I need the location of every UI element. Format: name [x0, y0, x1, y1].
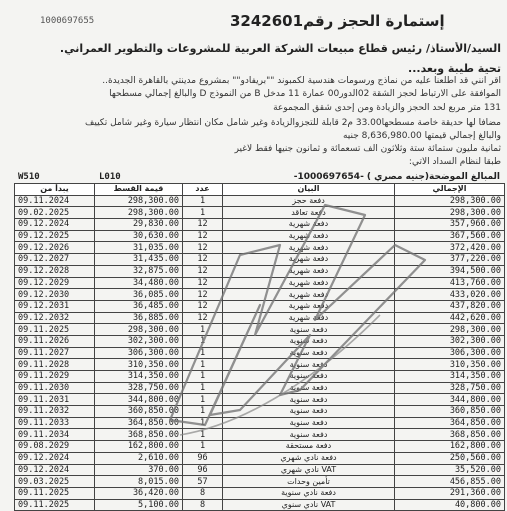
cell-total: 314,350.00 — [395, 371, 505, 383]
cell-date: 09.03.2025 — [15, 476, 95, 488]
cell-installment: 31,435.00 — [95, 254, 183, 266]
table-row — [15, 464, 505, 476]
table-row — [15, 429, 505, 441]
cell-date: 09.02.2025 — [15, 207, 95, 219]
cell-date: 09.12.2024 — [15, 219, 95, 231]
cell-installment: 360,850.00 — [95, 406, 183, 418]
col-header-date: يبدأ من — [15, 184, 95, 196]
cell-description: دفعة شهرية — [223, 265, 395, 277]
table-row — [15, 359, 505, 371]
cell-installment: 298,300.00 — [95, 195, 183, 207]
document-id: 1000697655 — [40, 16, 95, 26]
cell-description: VAT نادي سنوي — [223, 499, 395, 511]
cell-description: دفعة سنوية — [223, 347, 395, 359]
cell-count: 12 — [183, 219, 223, 231]
table-row — [15, 265, 505, 277]
cell-total: 35,520.00 — [395, 464, 505, 476]
cell-description: دفعة شهرية — [223, 242, 395, 254]
cell-description: دفعة حجز — [223, 195, 395, 207]
cell-date: 09.12.2030 — [15, 289, 95, 301]
table-row — [15, 195, 505, 207]
cell-count: 12 — [183, 289, 223, 301]
cell-count: 12 — [183, 254, 223, 266]
cell-count: 57 — [183, 476, 223, 488]
cell-description: دفعة مستحقة — [223, 441, 395, 453]
table-row — [15, 242, 505, 254]
cell-count: 1 — [183, 417, 223, 429]
cell-description: دفعة شهرية — [223, 219, 395, 231]
table-row — [15, 219, 505, 231]
cell-installment: 34,480.00 — [95, 277, 183, 289]
cell-count: 1 — [183, 394, 223, 406]
table-row — [15, 417, 505, 429]
cell-count: 96 — [183, 464, 223, 476]
cell-total: 344,800.00 — [395, 394, 505, 406]
cell-description: VAT نادي شهري — [223, 464, 395, 476]
table-row — [15, 371, 505, 383]
cell-total: 162,800.00 — [395, 441, 505, 453]
total-in-words-line: ثمانية مليون ستمائة ستة وثلاثون ألف تسعمائة و ثمانون جنيها فقط لاغير — [234, 144, 501, 154]
table-row — [15, 277, 505, 289]
cell-description: دفعة سنوية — [223, 382, 395, 394]
cell-date: 09.11.2033 — [15, 417, 95, 429]
payment-system-line: طبقا لنظام السداد الآتي: — [408, 157, 501, 167]
cell-installment: 344,800.00 — [95, 394, 183, 406]
cell-count: 96 — [183, 452, 223, 464]
cell-total: 377,220.00 — [395, 254, 505, 266]
cell-count: 1 — [183, 382, 223, 394]
table-row — [15, 441, 505, 453]
building-code-label: L010 — [99, 171, 121, 182]
cell-total: 357,960.00 — [395, 219, 505, 231]
cell-count: 1 — [183, 429, 223, 441]
cell-count: 12 — [183, 265, 223, 277]
cell-count: 12 — [183, 300, 223, 312]
cell-installment: 364,850.00 — [95, 417, 183, 429]
table-row — [15, 382, 505, 394]
cell-count: 8 — [183, 487, 223, 499]
cell-description: دفعة شهرية — [223, 277, 395, 289]
cell-total: 394,500.00 — [395, 265, 505, 277]
garden-line: مضافاً لها حديقة خاصة مسطحها33.00 م2 قابلة للتجزوالزيادة وغير شامل مكان انتظار سيارة وغير شامل تكييف — [85, 118, 501, 128]
cell-date: 09.12.2028 — [15, 265, 95, 277]
cell-date: 09.11.2030 — [15, 382, 95, 394]
cell-installment: 30,630.00 — [95, 230, 183, 242]
cell-description: دفعة سنوية — [223, 429, 395, 441]
cell-description: دفعة شهرية — [223, 300, 395, 312]
cell-count: 1 — [183, 347, 223, 359]
cell-description: دفعة سنوية — [223, 394, 395, 406]
greeting-line: تحية طيبة وبعد... — [408, 62, 501, 75]
cell-installment: 368,850.00 — [95, 429, 183, 441]
cell-date: 09.12.2024 — [15, 452, 95, 464]
cell-total: 372,420.00 — [395, 242, 505, 254]
table-row — [15, 335, 505, 347]
cell-date: 09.12.2032 — [15, 312, 95, 324]
form-title: إستمارة الحجز رقم3242601 — [230, 12, 445, 30]
cell-count: 1 — [183, 195, 223, 207]
cell-total: 433,020.00 — [395, 289, 505, 301]
cell-count: 12 — [183, 242, 223, 254]
addressee-line: السيد/الأستاذ/ رئيس قطاع مبيعات الشركة العربية للمشروعات والتطوير العمراني. — [59, 42, 501, 55]
cell-date: 09.11.2025 — [15, 487, 95, 499]
table-row — [15, 476, 505, 488]
cell-date: 09.12.2031 — [15, 300, 95, 312]
cell-date: 09.11.2027 — [15, 347, 95, 359]
cell-total: 250,560.00 — [395, 452, 505, 464]
table-row — [15, 300, 505, 312]
table-row — [15, 312, 505, 324]
cell-count: 1 — [183, 324, 223, 336]
unit-details-line: الموافقة على الارتباط لحجز الشقة 02الدور00 عمارة 11 مدخل B من النموذج D والبالغ إجمالي مسطحها — [109, 89, 501, 99]
cell-installment: 31,035.00 — [95, 242, 183, 254]
table-row — [15, 230, 505, 242]
cell-installment: 36,885.00 — [95, 312, 183, 324]
cell-total: 364,850.00 — [395, 417, 505, 429]
total-price-line: والبالغ إجمالي قيمتها 8,636,980.00 جنيه — [342, 131, 501, 141]
cell-date: 09.11.2025 — [15, 499, 95, 511]
cell-total: 367,560.00 — [395, 230, 505, 242]
cell-date: 09.08.2029 — [15, 441, 95, 453]
cell-total: 413,760.00 — [395, 277, 505, 289]
cell-total: 360,850.00 — [395, 406, 505, 418]
cell-count: 1 — [183, 207, 223, 219]
cell-count: 12 — [183, 277, 223, 289]
cell-installment: 5,100.00 — [95, 499, 183, 511]
table-row — [15, 254, 505, 266]
cell-installment: 310,350.00 — [95, 359, 183, 371]
cell-total: 368,850.00 — [395, 429, 505, 441]
cell-date: 09.11.2026 — [15, 335, 95, 347]
cell-count: 1 — [183, 371, 223, 383]
col-header-count: عدد — [183, 184, 223, 196]
unit-code-label: W510 — [18, 171, 40, 182]
cell-description: دفعة شهرية — [223, 312, 395, 324]
cell-total: 442,620.00 — [395, 312, 505, 324]
payment-schedule-table — [14, 183, 505, 511]
cell-description: تأمين وحدات — [223, 476, 395, 488]
cell-installment: 306,300.00 — [95, 347, 183, 359]
cell-count: 1 — [183, 406, 223, 418]
cell-installment: 298,300.00 — [95, 207, 183, 219]
table-row — [15, 406, 505, 418]
cell-installment: 32,875.00 — [95, 265, 183, 277]
cell-total: 298,300.00 — [395, 195, 505, 207]
cell-count: 1 — [183, 335, 223, 347]
cell-installment: 298,300.00 — [95, 324, 183, 336]
cell-total: 40,800.00 — [395, 499, 505, 511]
table-row — [15, 394, 505, 406]
cell-count: 8 — [183, 499, 223, 511]
cell-installment: 36,420.00 — [95, 487, 183, 499]
cell-description: دفعة سنوية — [223, 324, 395, 336]
cell-total: 298,300.00 — [395, 207, 505, 219]
cell-installment: 328,750.00 — [95, 382, 183, 394]
cell-date: 09.11.2032 — [15, 406, 95, 418]
cell-description: دفعة سنوية — [223, 417, 395, 429]
cell-installment: 314,350.00 — [95, 371, 183, 383]
cell-installment: 2,610.00 — [95, 452, 183, 464]
table-header-row — [15, 184, 505, 196]
table-row — [15, 499, 505, 511]
table-header-bar — [14, 171, 504, 182]
col-header-installment: قيمة القسط — [95, 184, 183, 196]
cell-description: دفعة سنوية — [223, 371, 395, 383]
cell-count: 12 — [183, 230, 223, 242]
cell-date: 09.11.2029 — [15, 371, 95, 383]
cell-description: دفعة نادي شهري — [223, 452, 395, 464]
table-row — [15, 207, 505, 219]
cell-count: 1 — [183, 441, 223, 453]
cell-date: 09.11.2031 — [15, 394, 95, 406]
cell-count: 1 — [183, 359, 223, 371]
cell-date: 09.12.2024 — [15, 464, 95, 476]
cell-date: 09.11.2025 — [15, 324, 95, 336]
cell-description: دفعة تعاقد — [223, 207, 395, 219]
cell-description: دفعة نادي سنوية — [223, 487, 395, 499]
cell-date: 09.11.2034 — [15, 429, 95, 441]
intro-text-line: أقر أنني قد اطلعنا عليه من نماذج ورسومات هندسية لكمبوند ""بريفادو"" بمشروع مدينتي بالقاهرة الجديدة.. — [102, 76, 501, 86]
cell-total: 298,300.00 — [395, 324, 505, 336]
cell-description: دفعة سنوية — [223, 406, 395, 418]
table-row — [15, 487, 505, 499]
cell-installment: 162,800.00 — [95, 441, 183, 453]
cell-total: 310,350.00 — [395, 359, 505, 371]
cell-date: 09.11.2024 — [15, 195, 95, 207]
cell-description: دفعة شهرية — [223, 289, 395, 301]
cell-total: 291,360.00 — [395, 487, 505, 499]
cell-date: 09.12.2027 — [15, 254, 95, 266]
cell-date: 09.11.2028 — [15, 359, 95, 371]
area-line: 131 متر مربع لحد الحجز والزيادة ومن إحدى شقق المجموعة — [273, 103, 501, 113]
cell-total: 328,750.00 — [395, 382, 505, 394]
cell-installment: 302,300.00 — [95, 335, 183, 347]
col-header-description: البيان — [223, 184, 395, 196]
cell-description: دفعة سنوية — [223, 335, 395, 347]
table-row — [15, 452, 505, 464]
cell-total: 302,300.00 — [395, 335, 505, 347]
col-header-total: الإجمالي — [395, 184, 505, 196]
cell-count: 12 — [183, 312, 223, 324]
cell-installment: 8,015.00 — [95, 476, 183, 488]
cell-installment: 370.00 — [95, 464, 183, 476]
cell-description: دفعة سنوية — [223, 359, 395, 371]
cell-date: 09.12.2025 — [15, 230, 95, 242]
cell-installment: 36,085.00 — [95, 289, 183, 301]
cell-installment: 36,485.00 — [95, 300, 183, 312]
cell-total: 456,855.00 — [395, 476, 505, 488]
table-row — [15, 347, 505, 359]
cell-date: 09.12.2029 — [15, 277, 95, 289]
cell-total: 437,820.00 — [395, 300, 505, 312]
table-title: المبالغ الموضحة(جنيه مصري ) -1000697654- — [293, 171, 500, 182]
table-row — [15, 289, 505, 301]
cell-description: دفعة شهرية — [223, 230, 395, 242]
table-row — [15, 324, 505, 336]
cell-date: 09.12.2026 — [15, 242, 95, 254]
cell-installment: 29,830.00 — [95, 219, 183, 231]
cell-total: 306,300.00 — [395, 347, 505, 359]
cell-description: دفعة شهرية — [223, 254, 395, 266]
